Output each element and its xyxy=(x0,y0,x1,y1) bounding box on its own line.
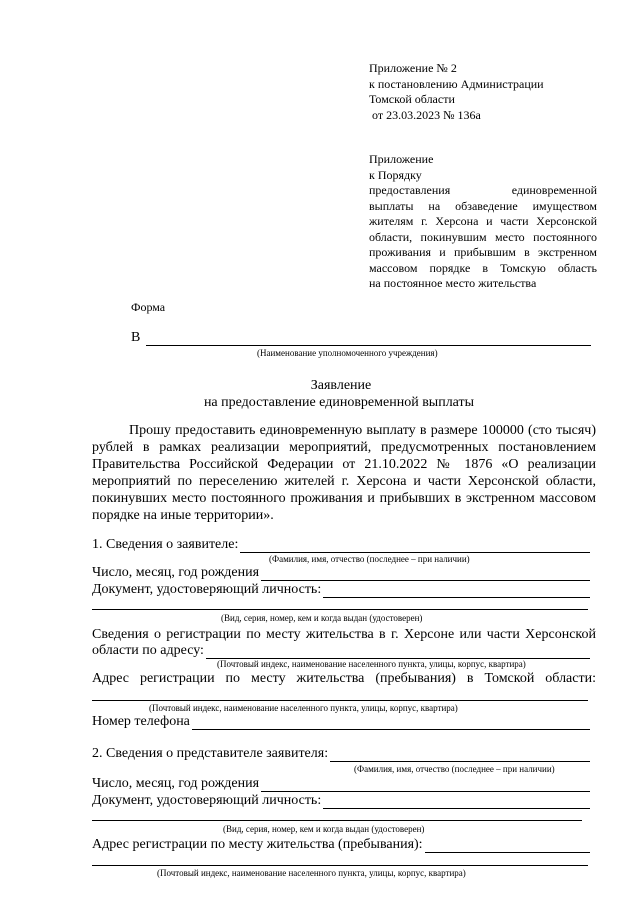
appendix-line: предоставления единовременной xyxy=(369,183,597,197)
applicant-phone-label: Номер телефона xyxy=(92,714,190,729)
rep-doc-row xyxy=(92,792,590,809)
applicant-heading: 1. Сведения о заявителе: xyxy=(92,537,239,552)
intro-line: покинувших место постоянного проживания и прибывших в экстренном массовом xyxy=(92,491,596,506)
intro-line: Прошу предоставить единовременную выплату в размере 100000 (сто тысяч) xyxy=(129,423,596,438)
applicant-tomsk-label: Адрес регистрации по месту жительства (пребывания) в Томской области: xyxy=(92,671,596,686)
applicant-birth-label: Число, месяц, год рождения xyxy=(92,565,260,580)
applicant-name-caption: (Фамилия, имя, отчество (последнее – при наличии) xyxy=(269,554,470,564)
rep-address-caption: (Почтовый индекс, наименование населенного пункта, улицы, корпус, квартира) xyxy=(157,868,466,878)
appendix-line: на постоянное место жительства xyxy=(369,276,537,290)
rep-birth-row xyxy=(92,775,590,792)
statement-title xyxy=(0,377,640,411)
rep-name-row xyxy=(92,745,590,762)
rep-birth-field[interactable] xyxy=(261,779,590,792)
applicant-doc-caption: (Вид, серия, номер, кем и когда выдан (удостоверен) xyxy=(221,613,423,623)
rep-doc-label: Документ, удостоверяющий личность: xyxy=(92,793,322,808)
applicant-kherson-label: области по адресу: xyxy=(92,643,204,658)
header-line: Томской области xyxy=(369,92,455,106)
applicant-kherson-line1: Сведения о регистрации по месту жительства в г. Херсоне или части Херсонской xyxy=(92,627,596,642)
applicant-tomsk-caption: (Почтовый индекс, наименование населенного пункта, улицы, корпус, квартира) xyxy=(149,703,458,713)
intro-line: рублей в рамках реализации мероприятий, предусмотренных постановлением xyxy=(92,440,596,455)
appendix-line: области, покинувшим место постоянного xyxy=(369,229,597,244)
applicant-kherson-row xyxy=(92,642,590,659)
applicant-tomsk-field[interactable] xyxy=(92,700,588,701)
applicant-kherson-field[interactable] xyxy=(206,646,590,659)
intro-paragraph xyxy=(92,422,596,524)
applicant-doc-label: Документ, удостоверяющий личность: xyxy=(92,582,322,597)
rep-heading: 2. Сведения о представителе заявителя: xyxy=(92,746,329,761)
appendix-block xyxy=(369,152,597,292)
form-label: Форма xyxy=(131,300,166,314)
applicant-kherson-caption: (Почтовый индекс, наименование населенного пункта, улицы, корпус, квартира) xyxy=(217,659,526,669)
header-line: от 23.03.2023 № 136а xyxy=(369,107,481,122)
rep-address-label: Адрес регистрации по месту жительства (пребывания): xyxy=(92,837,423,852)
intro-line: мероприятий по переселению жителей г. Херсона и части Херсонской области, xyxy=(92,474,596,489)
applicant-name-field[interactable] xyxy=(240,540,590,553)
appendix-line: выплаты на обзаведение имуществом xyxy=(369,198,597,213)
rep-name-field[interactable] xyxy=(330,749,590,762)
appendix-line: к Порядку xyxy=(369,167,422,182)
addressee-field[interactable] xyxy=(146,333,591,346)
title-line: на предоставление единовременной выплаты xyxy=(203,395,475,410)
intro-line: порядке на иные территории». xyxy=(92,508,274,523)
appendix-line: массовом порядке в Томскую область xyxy=(369,260,597,275)
header-line: к постановлению Администрации xyxy=(369,76,544,91)
addressee-prefix: В xyxy=(131,330,141,345)
title-line: Заявление xyxy=(310,378,372,393)
applicant-birth-row xyxy=(92,564,590,581)
rep-name-caption: (Фамилия, имя, отчество (последнее – при наличии) xyxy=(354,764,555,774)
header-line: Приложение № 2 xyxy=(369,61,457,75)
rep-address-field-2[interactable] xyxy=(92,865,588,866)
rep-birth-label: Число, месяц, год рождения xyxy=(92,776,260,791)
applicant-doc-field-2[interactable] xyxy=(92,609,588,610)
applicant-phone-field[interactable] xyxy=(192,717,590,730)
applicant-name-row xyxy=(92,536,590,553)
addressee-row xyxy=(131,329,591,346)
rep-doc-field[interactable] xyxy=(323,796,590,809)
applicant-phone-row xyxy=(92,713,590,730)
applicant-doc-field[interactable] xyxy=(323,585,590,598)
applicant-birth-field[interactable] xyxy=(261,568,590,581)
appendix-line: проживания и прибывшим в экстренном xyxy=(369,245,597,259)
rep-address-field[interactable] xyxy=(425,840,590,853)
applicant-doc-row xyxy=(92,581,590,598)
appendix-line: жителям г. Херсона и части Херсонской xyxy=(369,214,597,228)
rep-address-row xyxy=(92,836,590,853)
rep-doc-field-2[interactable] xyxy=(92,820,582,821)
appendix-line: Приложение xyxy=(369,152,434,166)
addressee-caption: (Наименование уполномоченного учреждения) xyxy=(257,348,438,358)
rep-doc-caption: (Вид, серия, номер, кем и когда выдан (удостоверен) xyxy=(223,824,425,834)
header-block xyxy=(369,61,544,123)
intro-line: Правительства Российской Федерации от 21.10.2022 № 1876 «О реализации xyxy=(92,457,596,472)
